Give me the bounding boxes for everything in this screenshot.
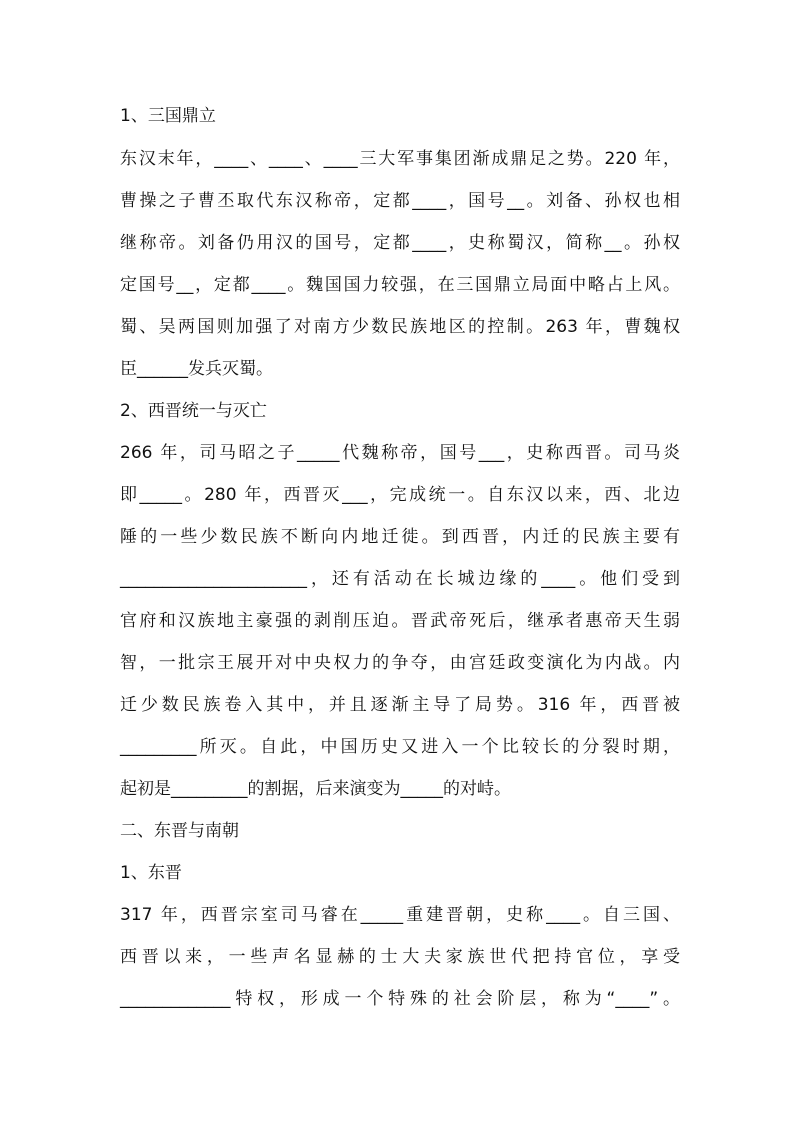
paragraph-line: 东汉末年，____、____、____三大军事集团渐成鼎足之势。220 年， <box>120 149 680 169</box>
paragraph-line: _____________特权，形成一个特殊的社会阶层，称为“____”。 <box>120 989 680 1009</box>
paragraph-line: 西晋以来，一些声名显赫的士大夫家族世代把持官位，享受 <box>120 947 680 967</box>
paragraph-line: 定国号__，定都____。魏国国力较强，在三国鼎立局面中略占上风。 <box>120 275 680 295</box>
heading-western-jin: 2、西晋统一与灭亡 <box>120 401 267 421</box>
paragraph-line: 曹操之子曹丕取代东汉称帝，定都____，国号__。刘备、孙权也相 <box>120 191 680 211</box>
paragraph-line: 317 年，西晋宗室司马睿在_____重建晋朝，史称____。自三国、 <box>120 905 680 925</box>
paragraph-line: 陲的一些少数民族不断向内地迁徙。到西晋，内迁的民族主要有 <box>120 527 680 547</box>
heading-eastern-jin: 1、东晋 <box>120 863 182 883</box>
paragraph-line: 迁少数民族卷入其中，并且逐渐主导了局势。316 年，西晋被 <box>120 695 680 715</box>
paragraph-line: 官府和汉族地主豪强的剥削压迫。晋武帝死后，继承者惠帝天生弱 <box>120 611 680 631</box>
paragraph-line: 蜀、吴两国则加强了对南方少数民族地区的控制。263 年，曹魏权 <box>120 317 680 337</box>
paragraph-line: 臣______发兵灭蜀。 <box>120 359 273 379</box>
paragraph-line: 智，一批宗王展开对中央权力的争夺，由宫廷政变演化为内战。内 <box>120 653 680 673</box>
paragraph-line: 起初是_________的割据，后来演变为_____的对峙。 <box>120 779 511 799</box>
paragraph-line: 继称帝。刘备仍用汉的国号，定都____，史称蜀汉，简称__。孙权 <box>120 233 680 253</box>
paragraph-line: 266 年，司马昭之子_____代魏称帝，国号___，史称西晋。司马炎 <box>120 443 680 463</box>
paragraph-line: ______________________，还有活动在长城边缘的____。他们受到 <box>120 569 680 589</box>
heading-eastern-jin-southern-dynasties: 二、东晋与南朝 <box>120 821 239 841</box>
heading-three-kingdoms: 1、三国鼎立 <box>120 106 216 126</box>
paragraph-line: _________所灭。自此，中国历史又进入一个比较长的分裂时期， <box>120 737 680 757</box>
paragraph-line: 即_____。280 年，西晋灭___，完成统一。自东汉以来，西、北边 <box>120 485 680 505</box>
